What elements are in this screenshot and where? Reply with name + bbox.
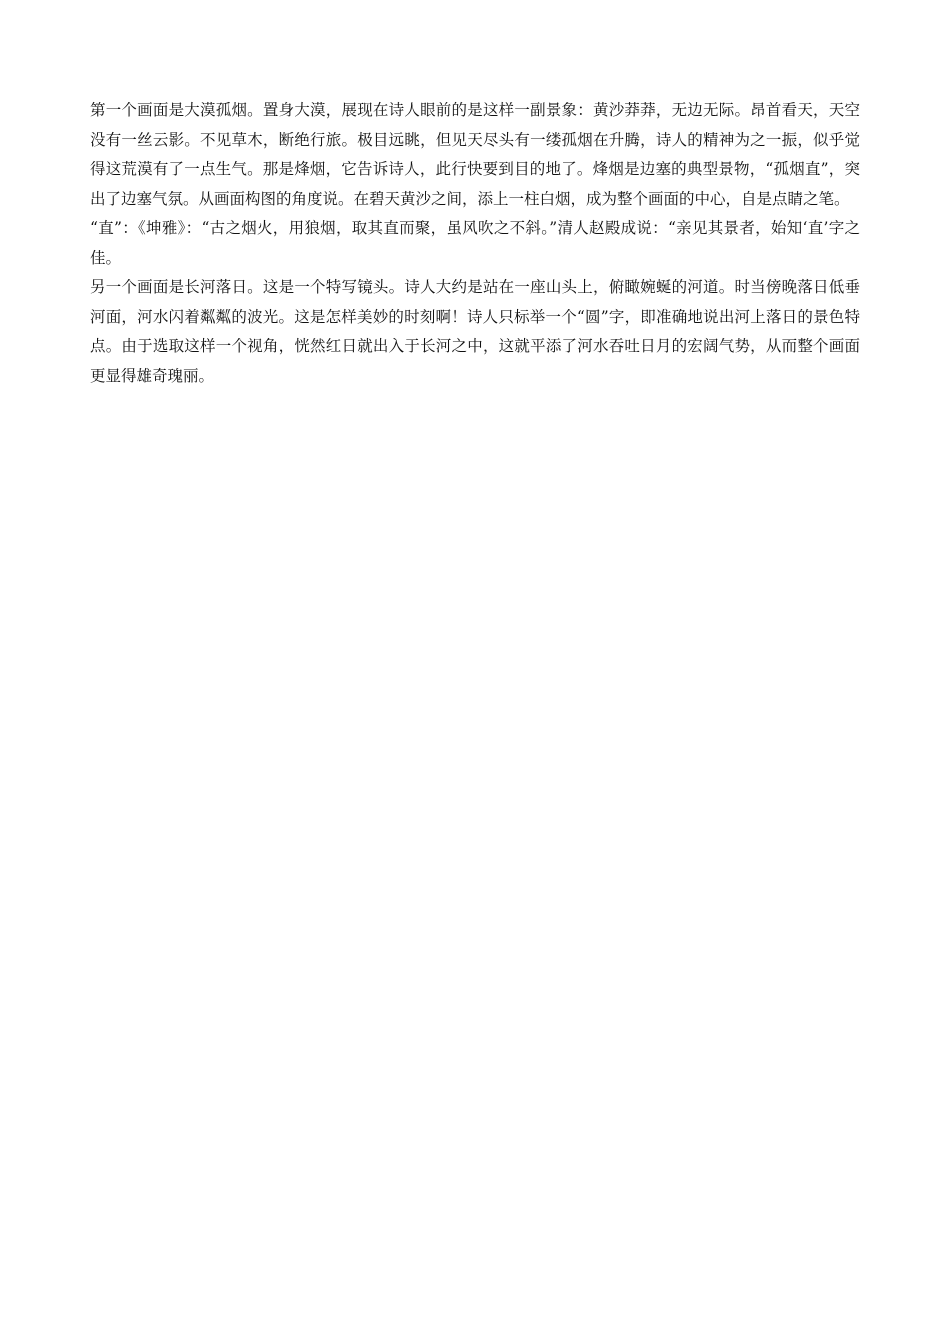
paragraph-river-sunset: 另一个画面是长河落日。这是一个特写镜头。诗人大约是站在一座山头上，俯瞰婉蜒的河道。时当傍晚落日低垂河面，河水闪着粼粼的波光。这是怎样美妙的时刻啊！诗人只标举一个“圆”字，即准确地说出河上落日的景色特点。由于选取这样一个视角，恍然红日就出入于长河之中，这就平添了河水吞吐日月的宏阔气势，从而整个画面更显得雄奇瑰丽。: [90, 278, 860, 385]
paragraph-desert-smoke: 第一个画面是大漠孤烟。置身大漠，展现在诗人眼前的是这样一副景象：黄沙莽莽，无边无际。昂首看天，天空没有一丝云影。不见草木，断绝行旅。极目远眺，但见天尽头有一缕孤烟在升腾，诗人的精神为之一振，似乎觉得这荒漠有了一点生气。那是烽烟，它告诉诗人，此行快要到目的地了。烽烟是边塞的典型景物，“孤烟直”，突出了边塞气氛。从画面构图的角度说。在碧天黄沙之间，添上一柱白烟，成为整个画面的中心，自是点睛之笔。: [90, 101, 860, 208]
paragraph-zhi-quote: “直”：《坤雅》：“古之烟火，用狼烟，取其直而聚，虽风吹之不斜。”清人赵殿成说：“亲见其景者，始知‘直’字之佳。: [90, 219, 860, 267]
document-page: [90, 96, 860, 391]
